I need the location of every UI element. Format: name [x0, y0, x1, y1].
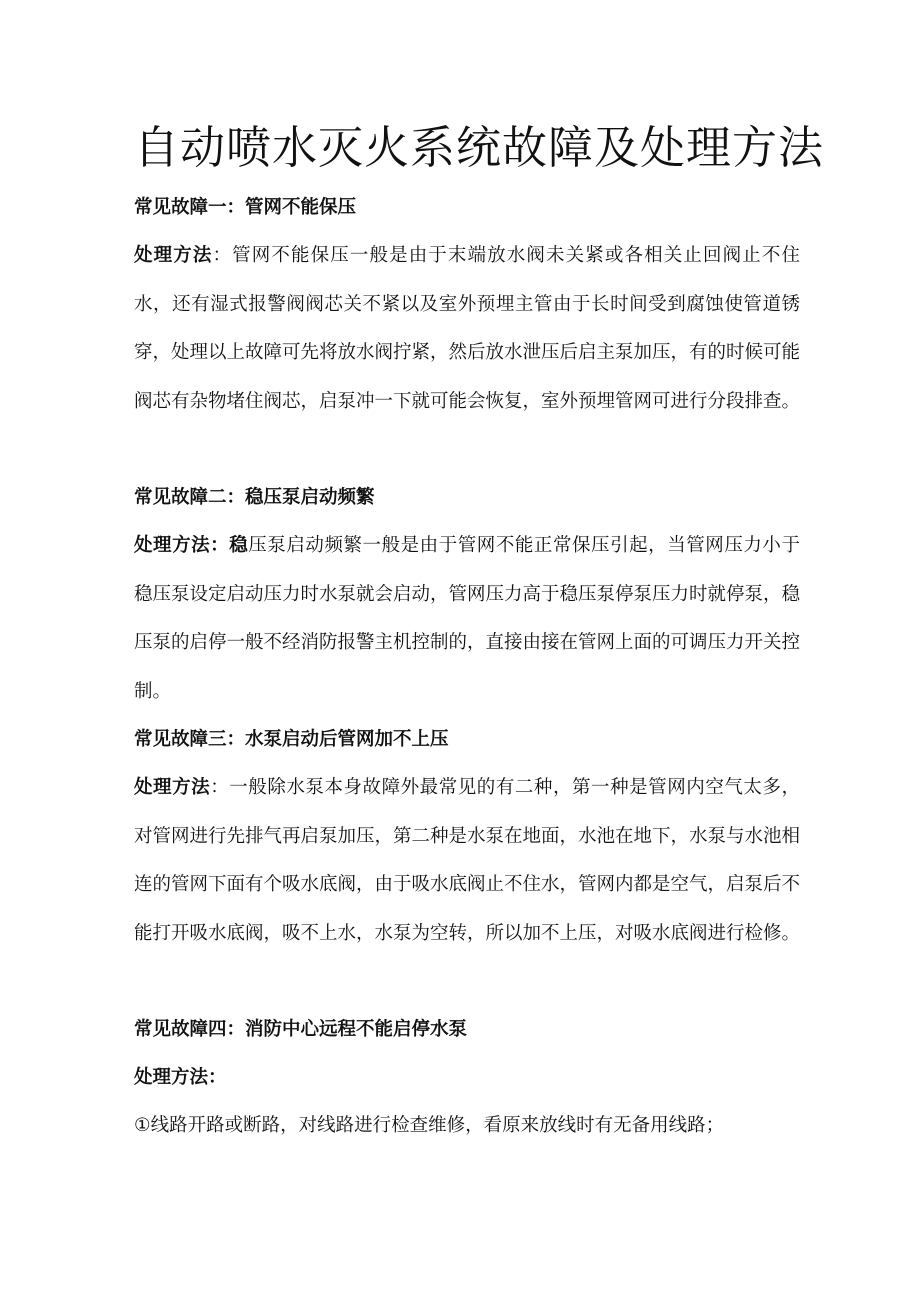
section-1-method-text: ：管网不能保压一般是由于末端放水阀未关紧或各相关止回阀止不住水，还有湿式报警阀阀芯关不紧以及室外预埋主管由于长时间受到腐蚀使管道锈穿，处理以上故障可先将放水阀拧紧，然后放水泄压后启主泵加压，有的时候可能阀芯有杂物堵住阀芯，启泵冲一下就可能会恢复，室外预埋管网可进行分段排查。	[134, 245, 801, 412]
section-2-method-label: 处理方法：稳	[134, 535, 249, 556]
section-3-method-label: 处理方法	[134, 777, 211, 798]
section-4-item-1: ①线路开路或断路，对线路进行检查维修，看原来放线时有无备用线路；	[134, 1115, 725, 1136]
section-3-method	[134, 764, 800, 958]
section-2-method	[134, 522, 800, 716]
section-2-heading: 常见故障二：稳压泵启动频繁	[134, 487, 375, 508]
section-1-method-label: 处理方法	[134, 245, 213, 266]
section-1-heading: 常见故障一：管网不能保压	[134, 197, 357, 218]
section-4-method-label: 处理方法：	[134, 1067, 227, 1088]
section-3-method-text: ：一般除水泵本身故障外最常见的有二种，第一种是管网内空气太多，对管网进行先排气再启泵加压，第二种是水泵在地面，水池在地下，水泵与水池相连的管网下面有个吸水底阀，由于吸水底阀止不住水，管网内都是空气，启泵后不能打开吸水底阀，吸不上水，水泵为空转，所以加不上压，对吸水底阀进行检修。	[134, 777, 801, 944]
section-2-method-text: 压泵启动频繁一般是由于管网不能正常保压引起，当管网压力小于稳压泵设定启动压力时水泵就会启动，管网压力高于稳压泵停泵压力时就停泵，稳压泵的启停一般不经消防报警主机控制的，直接由接在管网上面的可调压力开关控制。	[134, 535, 801, 702]
section-3-heading: 常见故障三：水泵启动后管网加不上压	[134, 729, 449, 750]
section-4-heading: 常见故障四：消防中心远程不能启停水泵	[134, 1019, 468, 1040]
document-title: 自动喷水灭火系统故障及处理方法	[134, 121, 825, 174]
section-1-method	[134, 232, 800, 426]
